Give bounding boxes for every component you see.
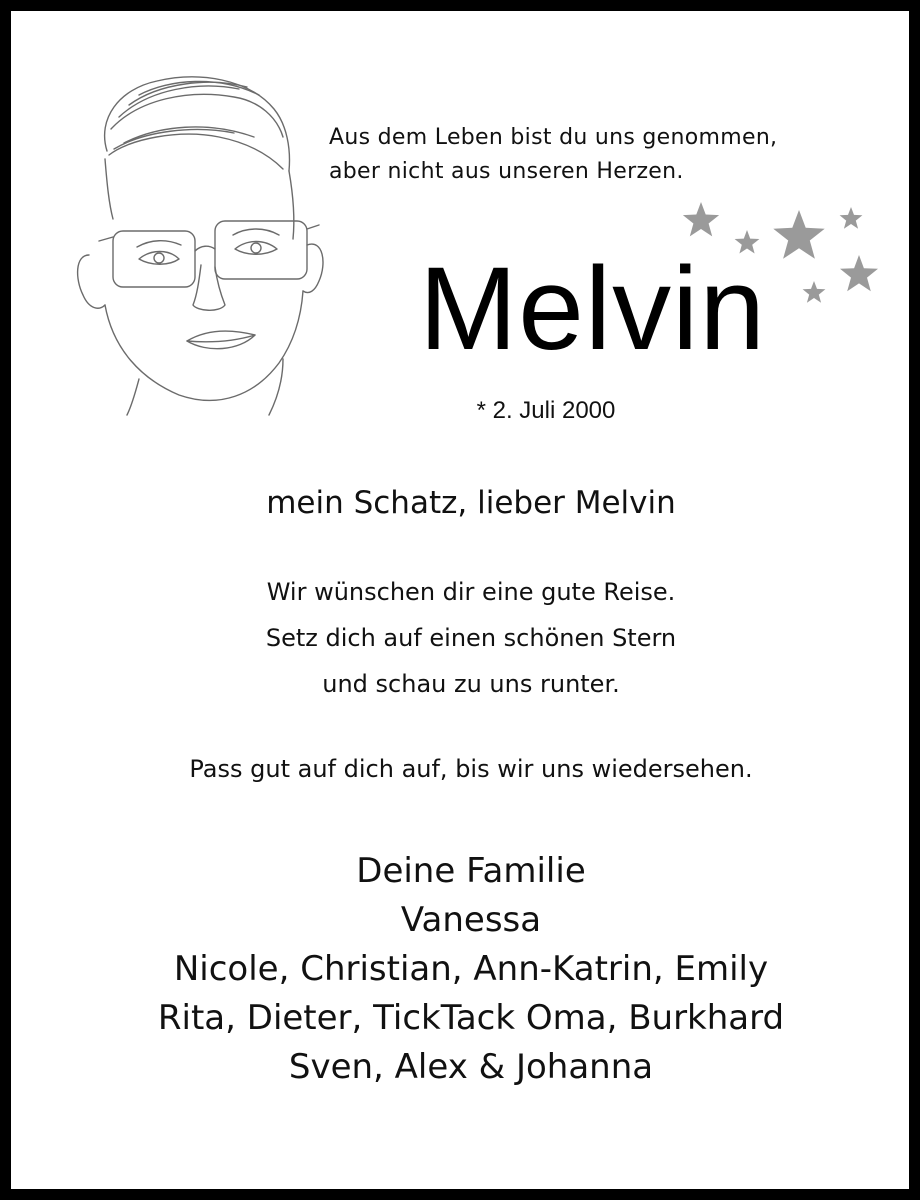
family-member-line: Sven, Alex & Johanna xyxy=(288,1047,654,1087)
family-heading: Deine Familie xyxy=(356,851,586,891)
salutation: mein Schatz, lieber Melvin xyxy=(266,485,676,521)
family-member-line: Rita, Dieter, TickTack Oma, Burkhard xyxy=(157,998,785,1038)
quote-line-2: aber nicht aus unseren Herzen. xyxy=(329,159,684,184)
memorial-verse xyxy=(11,569,920,707)
portrait-sketch xyxy=(69,59,331,419)
memorial-quote xyxy=(329,121,889,189)
quote-line-1: Aus dem Leben bist du uns genommen, xyxy=(329,125,778,150)
deceased-name: Melvin xyxy=(419,243,766,375)
star-icon xyxy=(683,202,719,236)
star-icon xyxy=(840,207,863,229)
family-member-line: Nicole, Christian, Ann-Katrin, Emily xyxy=(173,949,769,989)
family-signature xyxy=(11,847,920,1092)
birth-date: * 2. Juli 2000 xyxy=(476,397,616,424)
star-icon xyxy=(840,255,878,291)
verse-line: und schau zu uns runter. xyxy=(322,670,620,698)
verse-line: Wir wünschen dir eine gute Reise. xyxy=(266,578,676,606)
closing-line: Pass gut auf dich auf, bis wir uns wiedersehen. xyxy=(189,755,753,783)
verse-line: Setz dich auf einen schönen Stern xyxy=(265,624,677,652)
family-member-line: Vanessa xyxy=(400,900,542,940)
